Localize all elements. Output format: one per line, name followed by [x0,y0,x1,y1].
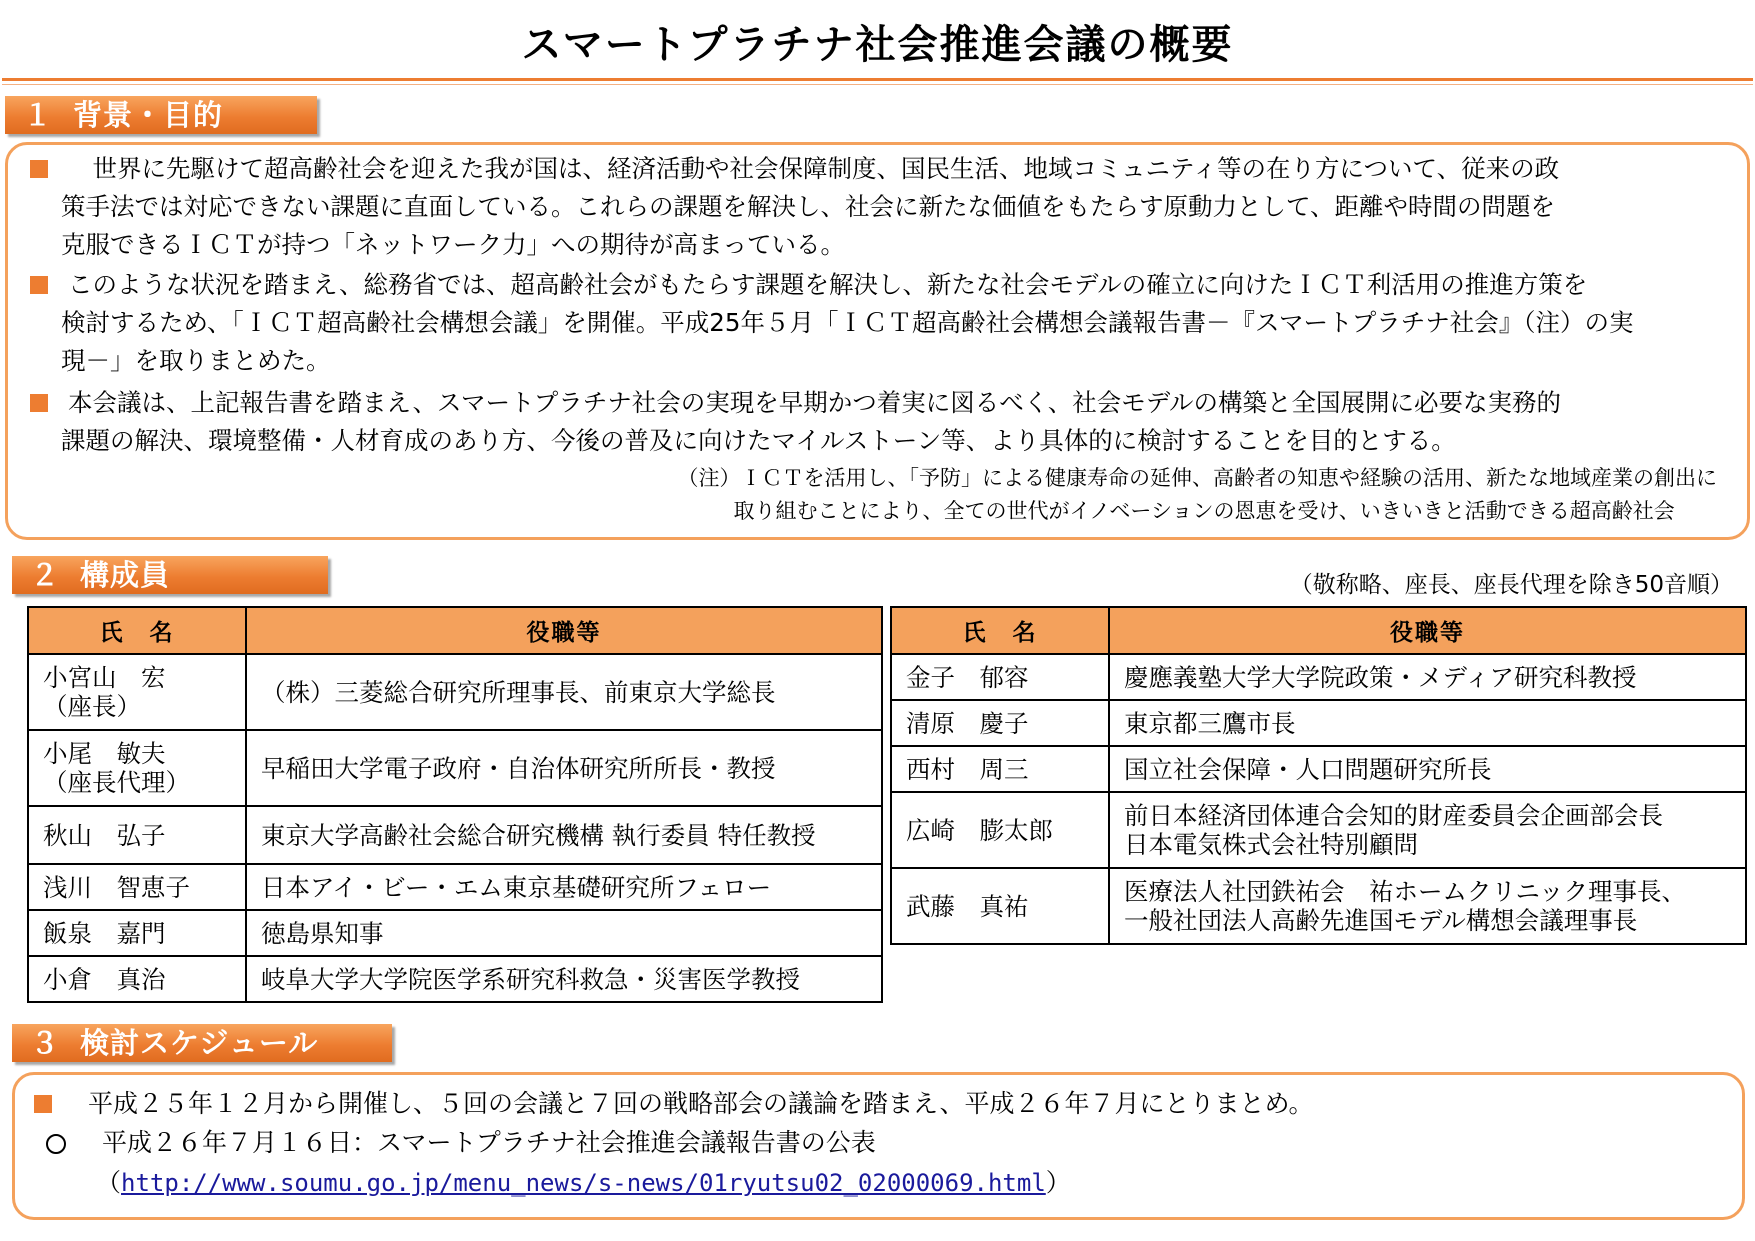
section3-number: ３ [30,1026,61,1060]
page-title: スマートプラチナ社会推進会議の概要 [521,22,1234,68]
role-line: 一般社団法人高齢先進国モデル構想会議理事長 [1124,906,1638,935]
column-header-name: 氏 名 [891,607,1109,654]
title-rule [2,78,1753,81]
table-row [891,654,1746,700]
schedule-item-1 [34,1085,1314,1123]
square-bullet-icon [30,160,48,178]
title-rule-thin [2,84,1753,85]
member-role: （株）三菱総合研究所理事長、前東京大学総長 [246,654,882,730]
member-role: 岐阜大学大学院医学系研究科救急・災害医学教授 [246,956,882,1002]
table-header-row [28,607,882,654]
paragraph-line: 世界に先駆けて超高齢社会を迎えた我が国は、経済活動や社会保障制度、国民生活、地域コミュニティ等の在り方について、従来の政 [68,154,1560,183]
paragraph-line: 克服できるＩＣＴが持つ「ネットワーク力」への期待が高まっている。 [61,230,845,259]
table-row [891,700,1746,746]
paragraph-line: このような状況を踏まえ、総務省では、超高齢社会がもたらす課題を解決し、新たな社会モデルの確立に向けたＩＣＴ利活用の推進方策を [68,270,1588,299]
footnote-line: 取り組むことにより、全ての世代がイノベーションの恩恵を受け、いきいきと活動できる超高齢社会 [733,499,1675,523]
member-role: 慶應義塾大学大学院政策・メディア研究科教授 [1109,654,1746,700]
square-bullet-icon [34,1095,52,1113]
member-role: 早稲田大学電子政府・自治体研究所所長・教授 [246,730,882,806]
footnote-line: （注）ＩＣＴを活用し、「予防」による健康寿命の延伸、高齢者の知恵や経験の活用、新たな地域産業の創出に [677,466,1717,490]
schedule-text: 平成２５年１２月から開催し、５回の会議と７回の戦略部会の議論を踏まえ、平成２６年７月にとりまとめ。 [88,1089,1314,1118]
section1-tab [5,96,317,134]
member-name: 西村 周三 [891,746,1109,792]
members-table-left [27,606,883,1003]
member-role [1109,792,1746,868]
paren-close: ） [1045,1168,1071,1197]
role-line: 日本電気株式会社特別顧問 [1124,830,1418,859]
table-row [891,792,1746,868]
member-role: 東京都三鷹市長 [1109,700,1746,746]
member-name-text: 小尾 敏夫 [43,739,166,768]
section1-label: 背景・目的 [73,98,224,132]
section3-label: 検討スケジュール [80,1026,319,1060]
column-header-role: 役職等 [1109,607,1746,654]
member-role: 徳島県知事 [246,910,882,956]
member-name: 武藤 真祐 [891,868,1109,944]
paren-open: （ [96,1168,122,1197]
section1-number: １ [23,98,54,132]
section2-tab [12,556,328,594]
paragraph-line: 策手法では対応できない課題に直面している。これらの課題を解決し、社会に新たな価値をもたらす原動力として、距離や時間の問題を [61,192,1556,221]
table-row [28,864,882,910]
circle-bullet-icon [46,1134,66,1154]
member-name-text: 小宮山 宏 [43,663,166,692]
table-row [891,746,1746,792]
table-row [28,730,882,806]
table-row [28,654,882,730]
member-title-text: （座長代理） [43,768,190,797]
member-name: 小倉 真治 [28,956,246,1002]
section1-footnote [678,462,1718,528]
member-name [28,654,246,730]
schedule-url-line [96,1164,1071,1202]
report-link[interactable]: http://www.soumu.go.jp/menu_news/s-news/01ryutsu02_02000069.html [121,1169,1046,1197]
table-row [28,806,882,864]
section3-tab [12,1024,392,1062]
member-role: 国立社会保障・人口問題研究所長 [1109,746,1746,792]
section2-number: ２ [30,558,61,592]
square-bullet-icon [30,276,48,294]
role-line: 医療法人社団鉄祐会 祐ホームクリニック理事長、 [1124,877,1687,906]
member-role [1109,868,1746,944]
member-name: 飯泉 嘉門 [28,910,246,956]
schedule-text: 平成２６年７月１６日：スマートプラチナ社会推進会議報告書の公表 [102,1128,876,1157]
table-row [891,868,1746,944]
paragraph-line: 検討するため、「ＩＣＴ超高齢社会構想会議」を開催。平成25年５月「ＩＣＴ超高齢社会構想会議報告書－『スマートプラチナ社会』（注）の実 [61,308,1634,337]
section1-paragraph-3 [30,384,1561,460]
paragraph-line: 現－」を取りまとめた。 [61,346,331,375]
member-name: 清原 慶子 [891,700,1109,746]
honorific-note: （敬称略、座長、座長代理を除き50音順） [1289,572,1733,598]
member-name [28,730,246,806]
section1-paragraph-1 [30,150,1559,264]
member-name: 広崎 膨太郎 [891,792,1109,868]
section2-label: 構成員 [80,558,171,592]
role-line: 前日本経済団体連合会知的財産委員会企画部会長 [1124,801,1663,830]
member-name: 浅川 智恵子 [28,864,246,910]
square-bullet-icon [30,394,48,412]
paragraph-line: 本会議は、上記報告書を踏まえ、スマートプラチナ社会の実現を早期かつ着実に図るべく、社会モデルの構築と全国展開に必要な実務的 [68,388,1562,417]
section1-paragraph-2 [30,266,1633,380]
table-row [28,910,882,956]
column-header-name: 氏 名 [28,607,246,654]
member-role: 東京大学高齢社会総合研究機構 執行委員 特任教授 [246,806,882,864]
table-row [28,956,882,1002]
paragraph-line: 課題の解決、環境整備・人材育成のあり方、今後の普及に向けたマイルストーン等、より具体的に検討することを目的とする。 [61,426,1456,455]
column-header-role: 役職等 [246,607,882,654]
member-role: 日本アイ・ビー・エム東京基礎研究所フェロー [246,864,882,910]
member-title-text: （座長） [43,692,141,721]
table-header-row [891,607,1746,654]
members-table-right [890,606,1747,945]
schedule-item-2 [46,1124,876,1162]
member-name: 秋山 弘子 [28,806,246,864]
member-name: 金子 郁容 [891,654,1109,700]
